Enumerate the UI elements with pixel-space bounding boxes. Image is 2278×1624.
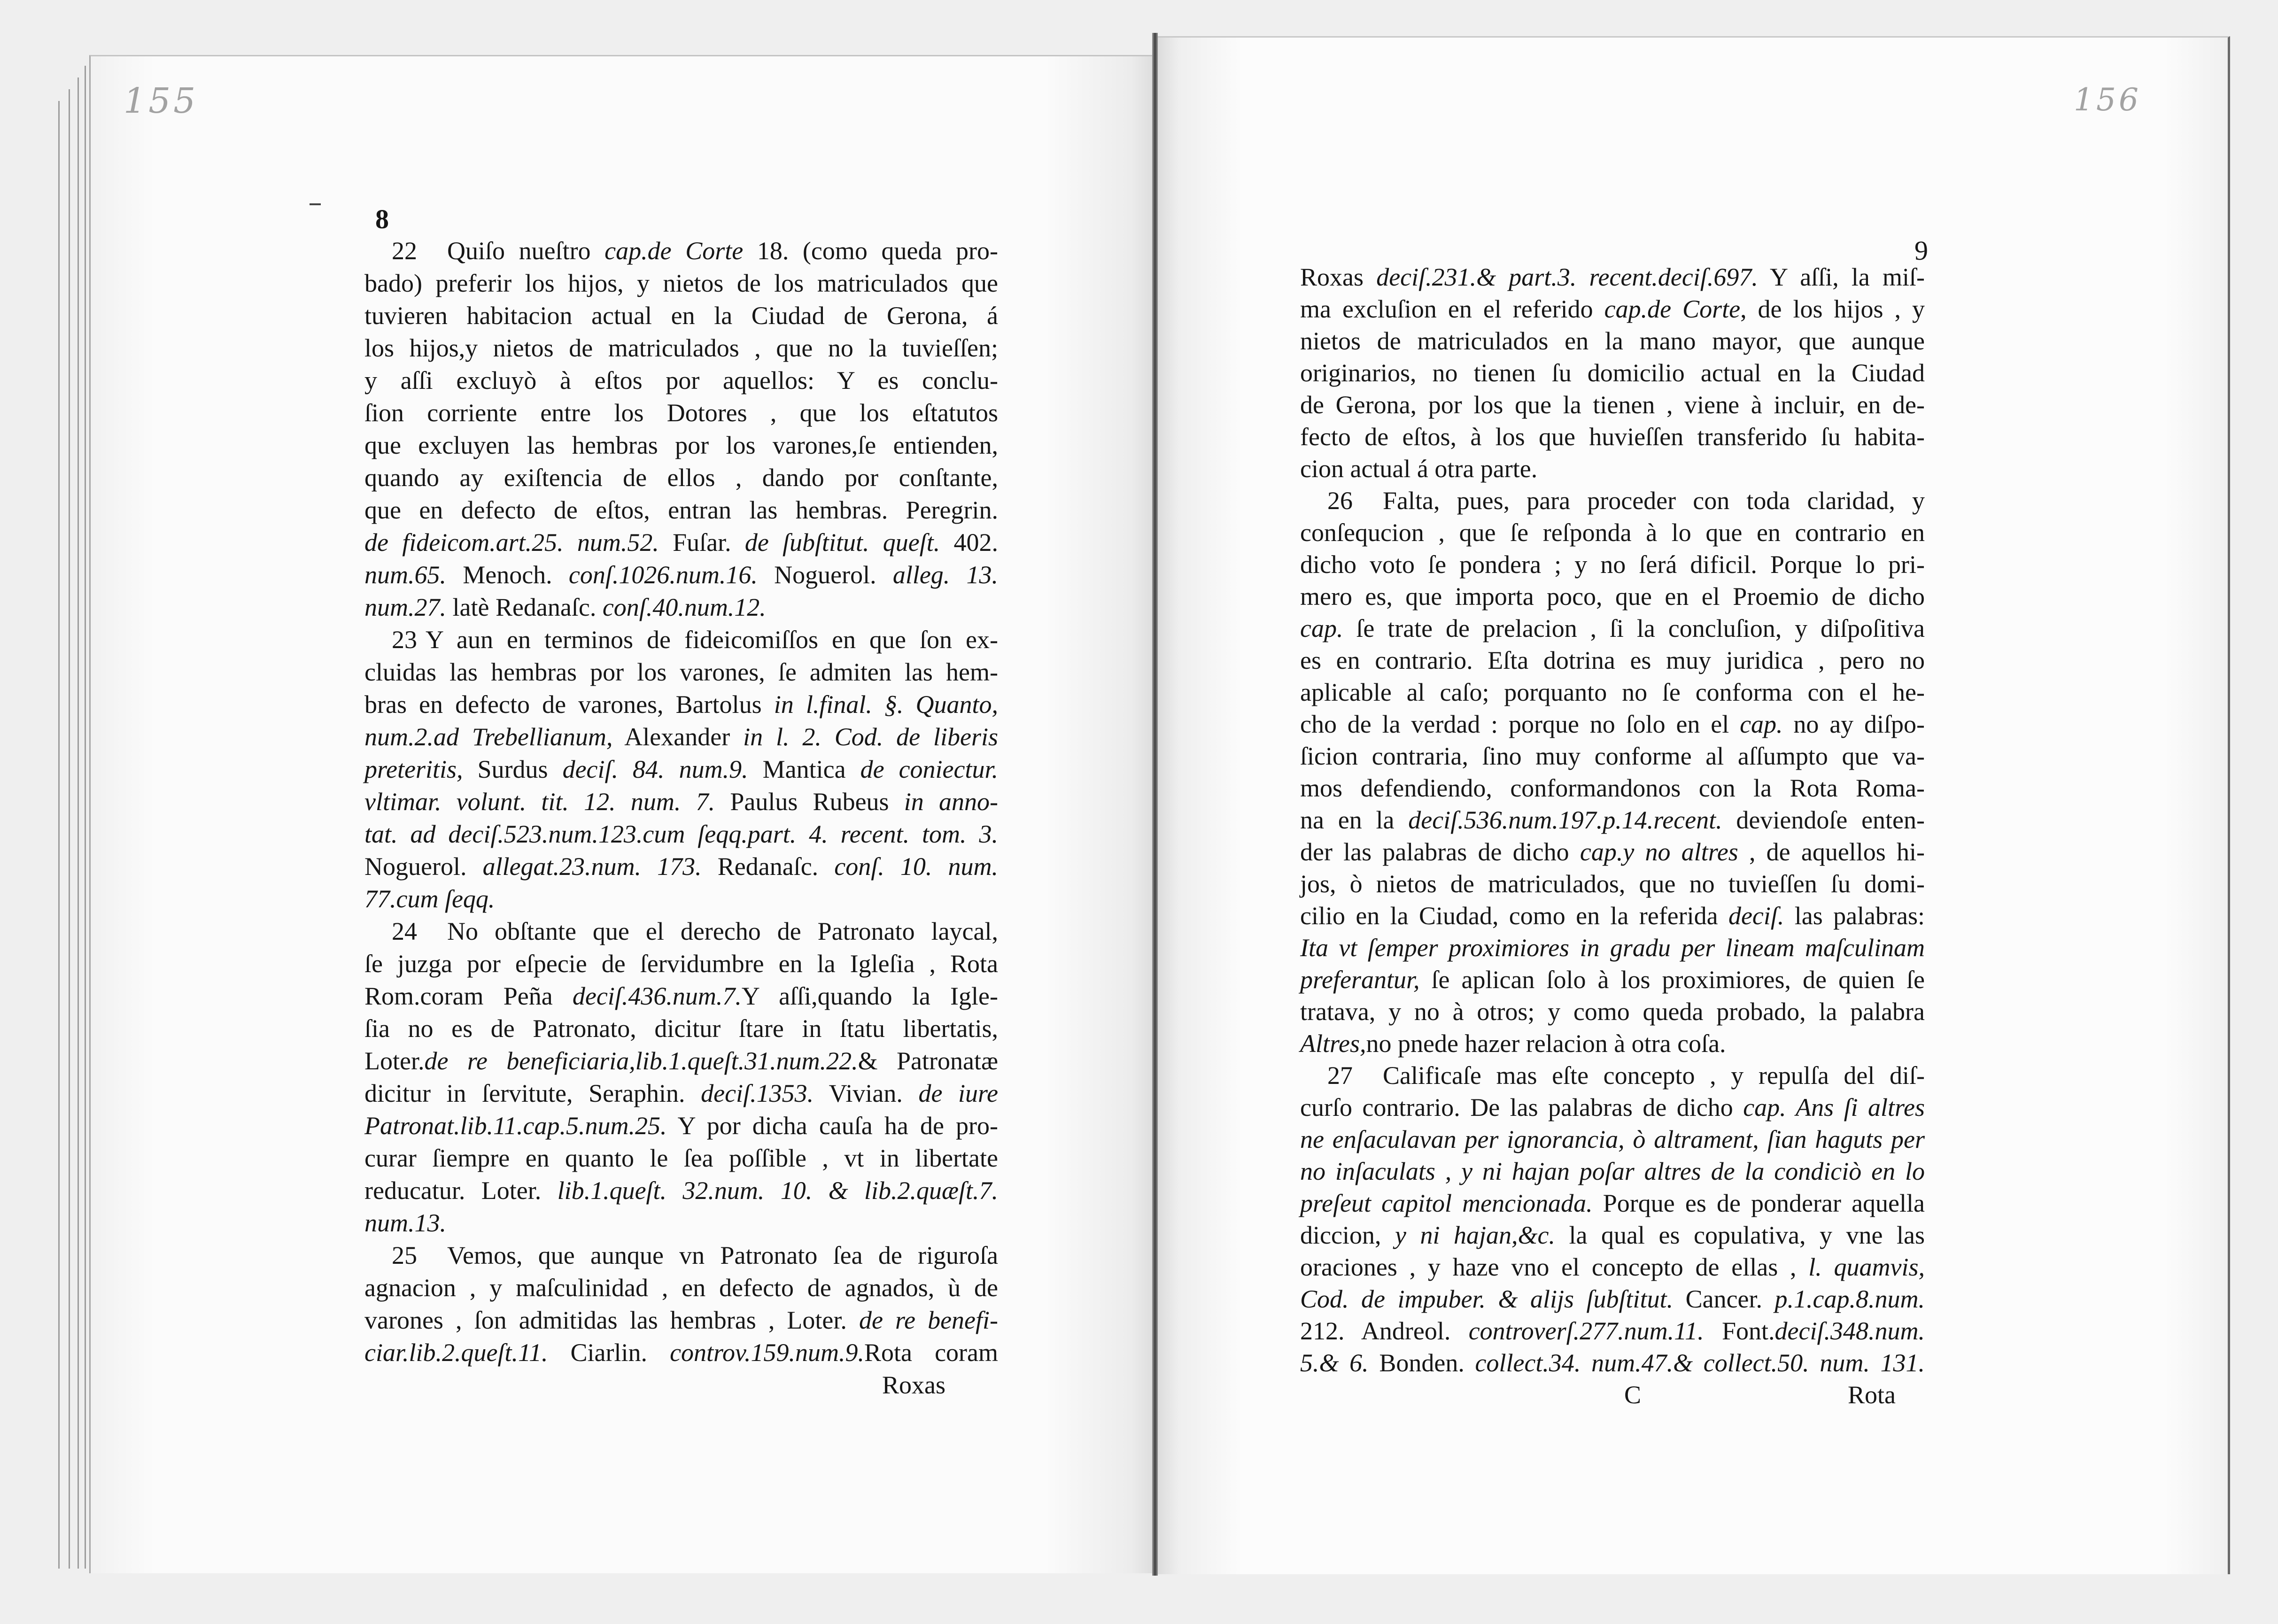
- text-line: [364, 688, 998, 721]
- text-run: reducatur. Loter.: [364, 1176, 558, 1205]
- text-run: oraciones , y haze vno el concepto de ellas ,: [1300, 1253, 1809, 1281]
- text-run-italic: de iure: [918, 1079, 998, 1107]
- text-run: , de aquellos hi-: [1738, 838, 1925, 866]
- text-run-italic: de fideicom.art.25. num.52.: [364, 528, 659, 557]
- text-run-italic: conſ.40.num.12.: [602, 593, 766, 621]
- text-line: [364, 462, 998, 494]
- paragraph-number: 26: [1327, 487, 1353, 515]
- text-run-italic: conſ.1026.num.16.: [568, 561, 758, 589]
- text-line: [364, 721, 998, 753]
- text-run: ſicion contraria, ſino muy conforme al aſſumpto que va-: [1300, 742, 1925, 770]
- text-run: bras en defecto de varones, Bartolus: [364, 690, 774, 719]
- text-line: [1300, 1251, 1925, 1283]
- text-run-italic: no inſaculats , y ni hajan poſar altres de la condiciò en lo: [1300, 1157, 1925, 1185]
- text-run: no ay diſpo-: [1782, 710, 1925, 738]
- text-run-italic: allegat.23.num. 173.: [482, 852, 702, 881]
- text-line: [364, 235, 998, 267]
- catchword: Rota: [1848, 1381, 1896, 1409]
- text-run-italic: de ſubſtitut. queſt.: [744, 528, 940, 557]
- text-run: cion actual á otra parte.: [1300, 455, 1538, 483]
- text-line: [1300, 772, 1925, 804]
- text-line: [364, 364, 998, 397]
- text-run: na en la: [1300, 806, 1409, 834]
- text-line: [1300, 964, 1925, 996]
- text-run-italic: l. quamvis,: [1808, 1253, 1925, 1281]
- text-line: [1300, 1219, 1925, 1251]
- text-run-italic: 5.& 6.: [1300, 1349, 1369, 1377]
- text-run: Rota coram: [864, 1338, 998, 1367]
- text-run-italic: cap.y no altres: [1580, 838, 1738, 866]
- text-run: Noguerol.: [757, 561, 893, 589]
- text-line: [1300, 453, 1925, 485]
- text-run-italic: 77.cum ſeqq.: [364, 885, 495, 913]
- text-run: ſe aplican ſolo à los proximiores, de quien ſe: [1419, 966, 1925, 994]
- text-line: [364, 1175, 998, 1207]
- text-line: [1300, 357, 1925, 389]
- text-line: [364, 786, 998, 818]
- paragraph-number: 27: [1327, 1061, 1353, 1090]
- text-run: las palabras:: [1784, 902, 1925, 930]
- text-run: ſe trate de prelacion , ſi la concluſion, y diſpoſitiva: [1343, 614, 1925, 642]
- handwritten-folio-number: 155: [124, 81, 199, 121]
- text-run: 18. (como queda pro-: [743, 237, 998, 265]
- text-run: ſia no es de Patronato, dicitur ſtare in ſtatu libertatis,: [364, 1014, 998, 1043]
- text-run: Y por dicha cauſa ha de pro-: [666, 1112, 998, 1140]
- text-line: [364, 1045, 998, 1077]
- text-run-italic: cap.de Corte: [1604, 295, 1741, 323]
- text-run-italic: lib.1.queſt. 32.num. 10. & lib.2.quæſt.7.: [557, 1176, 998, 1205]
- text-run: Falta, pues, para proceder con toda claridad, y: [1383, 487, 1925, 515]
- text-line: [1300, 1315, 1925, 1347]
- text-run: dicho voto ſe pondera ; y no ſerá dificil. Porque lo pri-: [1300, 550, 1925, 579]
- text-run-italic: deciſ. 84. num.9.: [562, 755, 748, 783]
- text-line: [364, 948, 998, 980]
- text-run: Loter.: [364, 1047, 425, 1075]
- paragraph-number: 25: [392, 1241, 417, 1269]
- text-run-italic: num.13.: [364, 1209, 446, 1237]
- text-line: [1300, 580, 1925, 612]
- book-gutter: [1152, 33, 1158, 1576]
- text-run-italic: cap.de Corte: [604, 237, 744, 265]
- text-run: curar ſiempre en quanto le ſea poſſible , vt in libertate: [364, 1144, 998, 1172]
- text-run: tratava, y no à otros; y como queda probado, la palabra: [1300, 998, 1925, 1026]
- text-run: Rom.coram Peña: [364, 982, 573, 1010]
- right-page: [1158, 36, 2230, 1574]
- text-line: [1300, 644, 1925, 676]
- text-run: mos defendiendo, conformandonos con la Rota Roma-: [1300, 774, 1925, 802]
- text-run: Y aſſi,quando la Igle-: [741, 982, 998, 1010]
- text-line: [364, 1239, 998, 1272]
- text-line: [1300, 1028, 1925, 1059]
- text-line: [1300, 1059, 1925, 1091]
- text-run-italic: Patronat.lib.11.cap.5.num.25.: [364, 1112, 667, 1140]
- text-run-italic: cap.: [1740, 710, 1783, 738]
- text-run: cilio en la Ciudad, como en la referida: [1300, 902, 1728, 930]
- text-line: [1300, 1283, 1925, 1315]
- page-edge-line: [69, 89, 70, 1569]
- text-run: Mantica: [748, 755, 860, 783]
- text-run: diccion,: [1300, 1221, 1395, 1249]
- text-line: [1300, 676, 1925, 708]
- text-run-italic: deciſ.348.num.: [1774, 1317, 1925, 1345]
- page-number: 9: [1914, 235, 1928, 266]
- text-run: Cancer.: [1673, 1285, 1775, 1313]
- text-run: varones , ſon admitidas las hembras , Loter.: [364, 1306, 859, 1334]
- text-run: Font.: [1704, 1317, 1775, 1345]
- paragraph-number: 22: [392, 237, 417, 265]
- text-line: [364, 397, 998, 429]
- text-block: [1300, 261, 1925, 1411]
- text-run: Fuſar.: [659, 528, 745, 557]
- text-run: ſe juzga por eſpecie de ſervidumbre en la Igleſia , Rota: [364, 950, 998, 978]
- text-run: Calificaſe mas eſte concepto , y repulſa del diſ-: [1383, 1061, 1925, 1090]
- text-run: mero es, que importa poco, que en el Proemio de dicho: [1300, 582, 1925, 611]
- text-run-italic: deciſ.536.num.197.p.14.recent.: [1408, 806, 1722, 834]
- text-run: Paulus Rubeus: [715, 788, 904, 816]
- text-run: latè Redanaſc.: [446, 593, 603, 621]
- text-run-italic: deciſ.436.num.7.: [572, 982, 742, 1010]
- text-line: [1300, 836, 1925, 868]
- text-run: tuvieren habitacion actual en la Ciudad de Gerona, á: [364, 302, 998, 330]
- page-edge-line: [85, 66, 86, 1569]
- text-line: [364, 624, 998, 656]
- text-run: Menoch.: [446, 561, 569, 589]
- text-run: Alexander: [612, 723, 744, 751]
- text-run: Bonden.: [1368, 1349, 1475, 1377]
- text-run-italic: conſ. 10. num.: [834, 852, 998, 881]
- text-run-italic: Ita vt ſemper proximiores in gradu per lineam maſculinam: [1300, 934, 1925, 962]
- text-run-italic: deciſ.1353.: [701, 1079, 814, 1107]
- text-block: [364, 235, 998, 1401]
- text-run: No obſtante que el derecho de Patronato laycal,: [447, 917, 998, 945]
- text-run: Porque es de ponderar aquella: [1592, 1189, 1925, 1217]
- text-run-italic: vltimar. volunt. tit. 12. num. 7.: [364, 788, 715, 816]
- text-line: [364, 526, 998, 559]
- text-line: [1300, 612, 1925, 644]
- text-run-italic: collect.34. num.47.& collect.50. num. 131.: [1475, 1349, 1925, 1377]
- text-run: Quiſo nueſtro: [447, 237, 605, 265]
- text-run: Vivian.: [814, 1079, 919, 1107]
- text-line: [1300, 900, 1925, 932]
- text-run: jos, ò nietos de matriculados, que no tuvieſſen ſu domi-: [1300, 870, 1925, 898]
- text-run: que excluyen las hembras por los varones,ſe entienden,: [364, 431, 998, 459]
- text-run: dicitur in ſervitute, Seraphin.: [364, 1079, 701, 1107]
- text-line: [364, 1272, 998, 1304]
- text-line: [1300, 1347, 1925, 1379]
- text-run-italic: deciſ.: [1728, 902, 1784, 930]
- text-run: 212. Andreol.: [1300, 1317, 1469, 1345]
- paragraph-number: 24: [392, 917, 417, 945]
- text-line: [364, 883, 998, 915]
- text-line: [364, 915, 998, 948]
- text-run-italic: Altres,: [1300, 1029, 1366, 1058]
- text-run-italic: cap.: [1300, 614, 1343, 642]
- text-line: [364, 267, 998, 300]
- text-line: [1300, 293, 1925, 325]
- text-run: fecto de eſtos, à los que huvieſſen transferido ſu habita-: [1300, 423, 1925, 451]
- text-line: [364, 1110, 998, 1142]
- text-run-italic: y ni hajan,&c.: [1395, 1221, 1555, 1249]
- text-run: cluidas las hembras por los varones, ſe admiten las hem-: [364, 658, 998, 686]
- text-run: de Gerona, por los que la tienen , viene à incluir, en de-: [1300, 391, 1925, 419]
- text-run-italic: de re beneficiaria,lib.1.queſt.31.num.22.: [424, 1047, 858, 1075]
- text-line: [364, 1304, 998, 1337]
- text-run: curſo contrario. De las palabras de dicho: [1300, 1093, 1743, 1121]
- text-run: aplicable al caſo; porquanto no ſe conforma con el he-: [1300, 678, 1925, 706]
- text-line: [364, 1077, 998, 1110]
- text-run: es en contrario. Eſta dotrina es muy juridica , pero no: [1300, 646, 1925, 674]
- text-run: ma excluſion en el referido: [1300, 295, 1604, 323]
- text-line: [364, 753, 998, 786]
- text-line: [1300, 804, 1925, 836]
- text-run-italic: in l. 2. Cod. de liberis: [743, 723, 998, 751]
- text-run: deviendoſe enten-: [1722, 806, 1925, 834]
- text-run-italic: cap. Ans ſi altres: [1743, 1093, 1925, 1121]
- text-line: [364, 300, 998, 332]
- text-line: [1300, 421, 1925, 453]
- text-run-italic: num.27.: [364, 593, 446, 621]
- text-run: quando ay exiſtencia de ellos , dando por conſtante,: [364, 464, 998, 492]
- signature-mark: C: [1624, 1381, 1642, 1409]
- text-run-italic: num.2.ad Trebellianum,: [364, 723, 613, 751]
- text-line: [364, 429, 998, 462]
- handwritten-folio-number: 156: [2074, 82, 2141, 118]
- text-run: bado) preferir los hijos, y nietos de los matriculados que: [364, 269, 998, 297]
- text-line: [1300, 1123, 1925, 1155]
- text-run: Y aun en terminos de fideicomiſſos en que ſon ex-: [426, 626, 998, 654]
- text-line: [1300, 1091, 1925, 1123]
- text-run-italic: preſeut capitol mencionada.: [1300, 1189, 1593, 1217]
- text-run-italic: controv.159.num.9.: [670, 1338, 865, 1367]
- text-run-italic: preteritis,: [364, 755, 463, 783]
- text-line: [364, 980, 998, 1013]
- text-run: ſion corriente entre los Dotores , que los eſtatutos: [364, 399, 998, 427]
- text-run-italic: p.1.cap.8.num.: [1774, 1285, 1925, 1313]
- page-footer: [1300, 1379, 1925, 1411]
- left-page: [89, 55, 1152, 1573]
- text-run-italic: Cod. de impuber. & alijs ſubſtitut.: [1300, 1285, 1674, 1313]
- text-run-italic: num.65.: [364, 561, 446, 589]
- text-line: [1300, 389, 1925, 421]
- text-line: [1300, 1187, 1925, 1219]
- text-run: 402.: [940, 528, 998, 557]
- text-run-italic: ciar.lib.2.queſt.11.: [364, 1338, 548, 1367]
- text-run-italic: in anno-: [904, 788, 998, 816]
- text-run-italic: deciſ.231.& part.3. recent.deciſ.697.: [1376, 263, 1758, 291]
- text-line: [364, 332, 998, 364]
- text-line: [1300, 325, 1925, 357]
- text-run: Y aſſi, la miſ-: [1758, 263, 1925, 291]
- text-run: que en defecto de eſtos, entran las hembras. Peregrin.: [364, 496, 998, 524]
- text-run: no pnede hazer relacion à otra coſa.: [1366, 1029, 1726, 1058]
- text-run-italic: controverſ.277.num.11.: [1468, 1317, 1704, 1345]
- text-run: conſequcion , que ſe reſponda à lo que en contrario en: [1300, 518, 1925, 547]
- text-line: [1300, 708, 1925, 740]
- text-line: [364, 591, 998, 624]
- text-run: Ciarlin.: [548, 1338, 670, 1367]
- text-line: [364, 818, 998, 851]
- text-line: [1300, 996, 1925, 1028]
- text-run-italic: de coniectur.: [860, 755, 999, 783]
- text-line: [1300, 932, 1925, 964]
- text-line: [364, 559, 998, 591]
- text-line: [364, 656, 998, 688]
- text-line: [1300, 485, 1925, 517]
- text-run: Vemos, que aunque vn Patronato ſea de riguroſa: [447, 1241, 998, 1269]
- text-run-italic: preferantur,: [1300, 966, 1420, 994]
- text-line: [364, 494, 998, 526]
- text-run: la qual es copulativa, y vne las: [1555, 1221, 1925, 1249]
- text-line: [364, 1337, 998, 1369]
- text-run: & Patronatæ: [858, 1047, 998, 1075]
- text-run: los hijos,y nietos de matriculados , que no la tuvieſſen;: [364, 334, 998, 362]
- text-run-italic: de re benefi-: [859, 1306, 998, 1334]
- catchword: Roxas: [882, 1371, 945, 1399]
- text-run: originarios, no tienen ſu domicilio actual en la Ciudad: [1300, 359, 1925, 387]
- text-line: [364, 1207, 998, 1239]
- text-run: Roxas: [1300, 263, 1377, 291]
- paragraph-number: 23: [392, 626, 417, 654]
- text-run-italic: alleg. 13.: [892, 561, 999, 589]
- text-run: Redanaſc.: [701, 852, 835, 881]
- text-run-italic: in l.final. §. Quanto,: [774, 690, 999, 719]
- text-line: [1300, 740, 1925, 772]
- text-line: [1300, 549, 1925, 580]
- text-line: [1300, 261, 1925, 293]
- text-line: [1300, 868, 1925, 900]
- text-line: [364, 1142, 998, 1175]
- text-run-italic: ne enſaculavan per ignorancia, ò altrament, ſian haguts per: [1300, 1125, 1925, 1153]
- text-run-italic: tat. ad deciſ.523.num.123.cum ſeqq.part. 4. recent. tom. 3.: [364, 820, 998, 848]
- text-run: nietos de matriculados en la mano mayor, que aunque: [1300, 327, 1925, 355]
- page-number: 8: [375, 204, 389, 234]
- text-line: [1300, 1155, 1925, 1187]
- text-run: agnacion , y maſculinidad , en defecto de agnados, ù de: [364, 1274, 998, 1302]
- ink-mark: [310, 203, 321, 205]
- page-edge-line: [77, 77, 79, 1569]
- text-run: y aſſi excluyò à eſtos por aquellos: Y es conclu-: [364, 366, 998, 394]
- text-line: [1300, 517, 1925, 549]
- text-run: , de los hijos , y: [1740, 295, 1925, 323]
- page-edge-line: [58, 101, 60, 1569]
- text-run: Surdus: [463, 755, 563, 783]
- text-run: cho de la verdad : porque no ſolo en el: [1300, 710, 1740, 738]
- text-line: [364, 851, 998, 883]
- text-run: Noguerol.: [364, 852, 483, 881]
- text-run: der las palabras de dicho: [1300, 838, 1580, 866]
- text-line: [364, 1013, 998, 1045]
